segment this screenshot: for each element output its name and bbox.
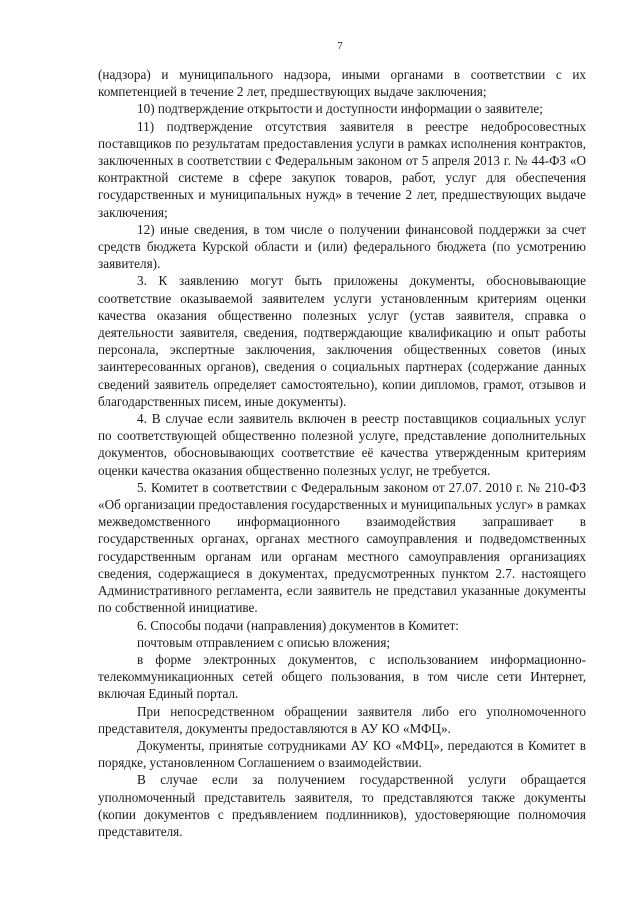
paragraph: 6. Способы подачи (направления) документов в Комитет: [137,617,459,633]
document-body [98,66,586,840]
paragraph: в форме электронных документов, с использованием информационно-телекоммуникационных сетей общего пользования, в том числе сети Интернет, включая Единый портал. [98,651,586,702]
page-number: 7 [337,40,343,52]
paragraph: При непосредственном обращении заявителя либо его уполномоченного представителя, документы предоставляются в АУ КО «МФЦ». [98,703,586,736]
paragraph: 4. В случае если заявитель включен в реестр поставщиков социальных услуг по соответствующей общественно полезной услуге, представление дополнительных документов, обосновывающих соответствие её качества утвержденным критериям оценки качества оказания общественно полезных услуг, не требуется. [98,411,586,478]
paragraph: (надзора) и муниципального надзора, иными органами в соответствии с их компетенцией в течение 2 лет, предшествующих выдаче заключения; [98,67,586,100]
paragraph: 10) подтверждение открытости и доступности информации о заявителе; [137,101,543,117]
paragraph: 3. К заявлению могут быть приложены документы, обосновывающие соответствие оказываемой заявителем услуги установленным критериям оценки качества оказания общественно полезных услуг (устав заявителя, справка о деятельности заявителя, сведения, подтверждающие квалификацию и опыт работы персонала, экспертные заключения, заключения общественных советов (иных заинтересованных органов), сведения о социальных партнерах (содержание данных сведений заявитель определяет самостоятельно), копии дипломов, грамот, отзывов и благодарственных писем, иные документы). [98,273,586,409]
paragraph: 12) иные сведения, в том числе о получении финансовой поддержки за счет средств бюджета Курской области и (или) федерального бюджета (по усмотрению заявителя). [98,221,586,272]
paragraph: 11) подтверждение отсутствия заявителя в реестре недобросовестных поставщиков по результатам предоставления услуги в рамках исполнения контрактов, заключенных в соответствии с Федеральным законом от 5 апреля 2013 г. № 44-ФЗ «О контрактной системе в сфере закупок товаров, работ, услуг для обеспечения государственных и муниципальных нужд» в течение 2 лет, предшествующих выдаче заключения; [98,118,586,220]
paragraph: Документы, принятые сотрудниками АУ КО «МФЦ», передаются в Комитет в порядке, установленном Соглашением о взаимодействии. [98,737,586,771]
paragraph: почтовым отправлением с описью вложения; [137,634,391,650]
paragraph: 5. Комитет в соответствии с Федеральным законом от 27.07. 2010 г. № 210-ФЗ «Об организации предоставления государственных и муниципальных услуг» в рамках межведомственного информационного взаимодействия запрашивает в государственных органах, органах местного самоуправления и подведомственных государственным органам или органам местного самоуправления организациях сведения, содержащиеся в документах, предусмотренных пунктом 2.7. настоящего Административного регламента, если заявитель не представил указанные документы по собственной инициативе. [98,479,586,616]
paragraph: В случае если за получением государственной услуги обращается уполномоченный представитель заявителя, то представляются также документы (копии документов с предъявлением подлинников), удостоверяющие полномочия представителя. [98,772,586,839]
